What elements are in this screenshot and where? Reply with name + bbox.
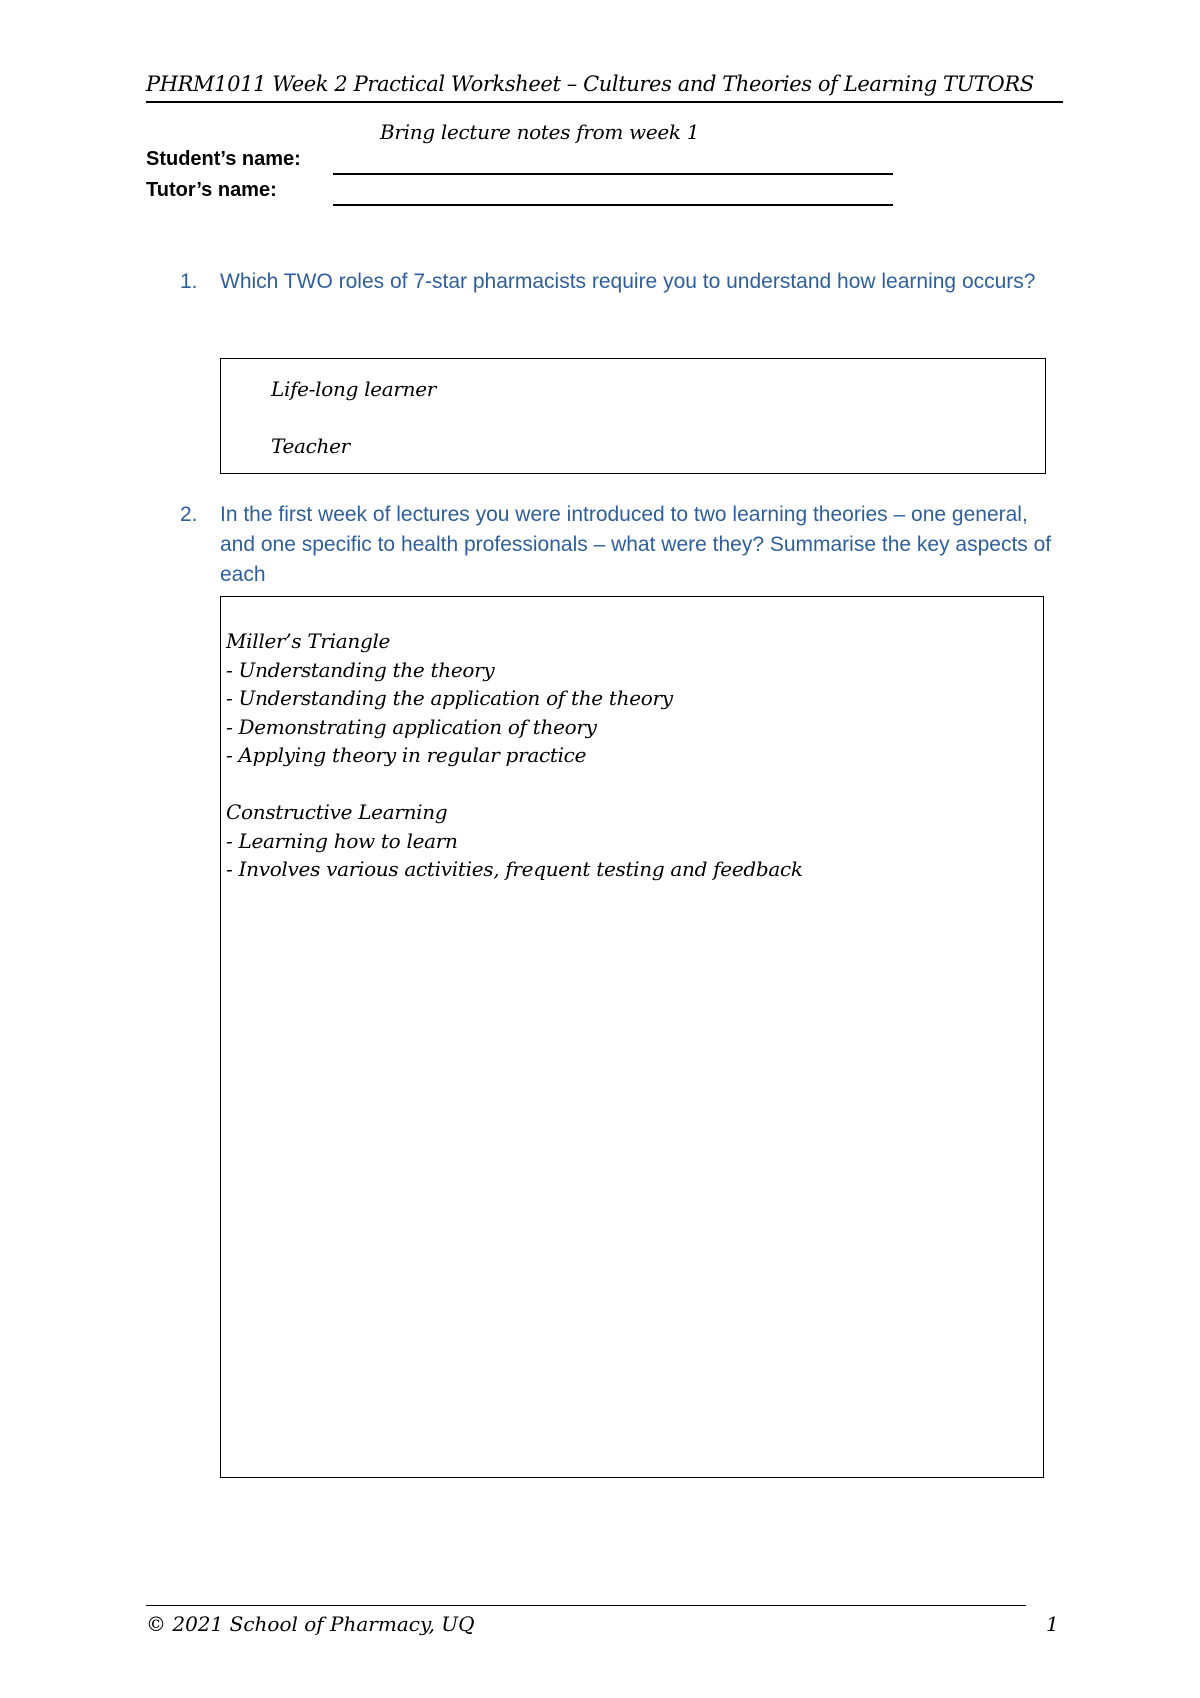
answer-line: - Involves various activities, frequent testing and feedback — [226, 857, 803, 881]
question-1 — [180, 267, 1060, 297]
answer-line: Life-long learner — [271, 377, 437, 401]
header-divider — [146, 101, 1063, 103]
tutor-name-field[interactable] — [333, 204, 893, 206]
answer-line: - Applying theory in regular practice — [226, 743, 587, 767]
footer-divider — [146, 1605, 1026, 1606]
answer-line: Constructive Learning — [226, 800, 448, 824]
answer-line: Miller’s Triangle — [226, 629, 391, 653]
tutor-name-label: Tutor’s name: — [146, 179, 277, 201]
answer-line — [226, 770, 1043, 799]
question-text: In the first week of lectures you were introduced to two learning theories – one general, and one specific to health professionals – what were they? Summarise the key aspects of each — [220, 503, 1052, 586]
worksheet-subtitle: Bring lecture notes from week 1 — [380, 120, 700, 144]
question-number: 1. — [180, 270, 198, 293]
question-text: Which TWO roles of 7-star pharmacists require you to understand how learning occurs? — [220, 270, 1036, 293]
answer-line: - Demonstrating application of theory — [226, 714, 597, 739]
question-number: 2. — [180, 503, 198, 526]
answer-line: Teacher — [271, 434, 350, 458]
answer-box-2[interactable] — [220, 596, 1044, 1478]
footer-copyright: © 2021 School of Pharmacy, UQ — [146, 1612, 475, 1636]
student-name-label: Student’s name: — [146, 148, 301, 170]
answer-line: - Learning how to learn — [226, 828, 458, 853]
answer-line: - Understanding the theory — [226, 657, 495, 682]
worksheet-title: PHRM1011 Week 2 Practical Worksheet – Cultures and Theories of Learning TUTORS — [146, 72, 1034, 96]
student-name-field[interactable] — [333, 173, 893, 175]
question-2 — [180, 500, 1060, 590]
answer-box-1[interactable] — [220, 358, 1046, 474]
answer-line — [271, 404, 1045, 433]
answer-line: - Understanding the application of the theory — [226, 686, 673, 710]
page-number: 1 — [1046, 1612, 1059, 1636]
